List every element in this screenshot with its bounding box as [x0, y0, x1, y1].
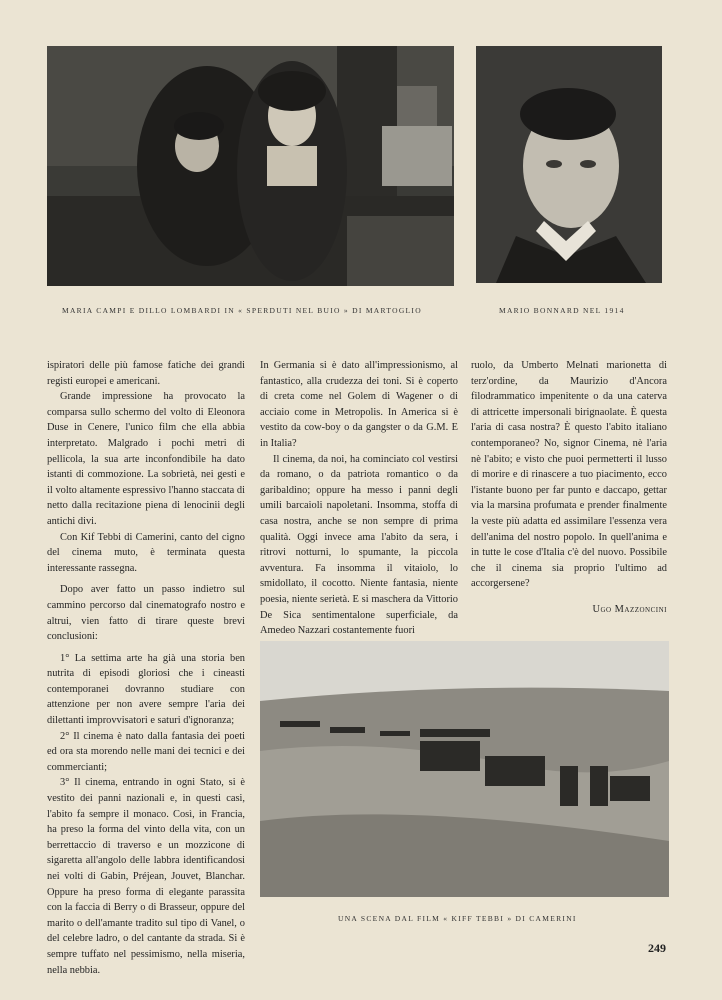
paragraph: Grande impressione ha provocato la comparsa sullo schermo del volto di Eleonora Duse in Cenere, l'unico film che ella abbia interpretato. Malgrado i pochi metri di pellicola, la sua arte inconfondibile ha dato istanti di commozione. La sobrietà, nei gesti e il volto altamente espressivo l'hanno staccata di netto dalla recitazione piena di lenocinii degli antichi divi. [47, 391, 245, 527]
article-column-1 [47, 358, 245, 978]
caption-photo-2: MARIO BONNARD NEL 1914 [499, 306, 625, 315]
paragraph: 1° La settima arte ha già una storia ben nutrita di episodi gloriosi che i cineasti contemporanei dovranno studiare con attenzione per non avere sempre l'aria dei dilettanti improvvisatori e saturi d'ignoranza; [47, 652, 245, 727]
page-number: 249 [648, 941, 666, 955]
paragraph: Il cinema, da noi, ha cominciato col vestirsi da romano, o da patriota romantico o da garibaldino; oppure ha messo i panni degli umili barcaioli napoletani. Insomma, stoffa di casa nostra, anche se non sempre di prima qualità. Oggi invece ama l'abito da sera, i ritrovi notturni, lo spumante, la piccola avventura. Fa insomma il vitaiolo, lo smidollato, il cocotto. Niente fantasia, niente poesia, niente serietà. E si maschera da Vittorio De Sica sentimentalone superficiale, da Amedeo Nazzari costantemente fuori [260, 453, 458, 637]
caption-photo-3: UNA SCENA DAL FILM « KIFF TEBBI » DI CAMERINI [338, 914, 577, 923]
paragraph: Dopo aver fatto un passo indietro sul cammino percorso dal cinematografo nostro e altrui, vien fatto di tirare queste brevi conclusioni: [47, 584, 245, 643]
paragraph: 2° Il cinema è nato dalla fantasia dei poeti ed ora sta morendo nelle mani dei tecnici e dei commercianti; [47, 730, 245, 773]
paragraph: ispiratori delle più famose fatiche dei grandi registi europei e americani. [47, 360, 245, 387]
photo-mario-bonnard [476, 46, 662, 283]
author-signature: Ugo Mazzoncini [592, 603, 667, 615]
caption-photo-1: MARIA CAMPI E DILLO LOMBARDI IN « SPERDUTI NEL BUIO » DI MARTOGLIO [62, 306, 422, 315]
paragraph: Con Kif Tebbi di Camerini, canto del cigno del cinema muto, è terminata questa interessante rassegna. [47, 531, 245, 574]
paragraph: 3° Il cinema, entrando in ogni Stato, si è vestito dei panni nazionali e, in questi casi, l'abito fa sempre il monaco. Così, in Francia, ha preso la forma del vinto della vita, con un berrettaccio di traverso e un mozzicone di sigaretta all'angolo delle labbra identificandosi nei volti di Gabin, Préjean, Jouvet, Blanchar. Oppure ha preso forma di elegante parassita con la faccia di Berry o di Brasseur, oppure del marito o dell'amante tradito sul tipo di Vanel, o del celebre ladro, o del cantante da strada. Si è sempre tuffato nel pessimismo, nella miseria, nella nebbia. [47, 777, 245, 976]
photo-sperduti-nel-buio [47, 46, 454, 286]
article-column-3 [471, 358, 667, 618]
photo-kiff-tebbi [260, 641, 669, 897]
paragraph: ruolo, da Umberto Melnati marionetta di terz'ordine, da Maurizio d'Ancora filodrammatico impenitente o da una caterva di attricette impersonali birignaolate. È questa l'aria di casa nostra? È questo l'abito italiano contemporaneo? No, signor Cinema, nè l'aria nè l'abito; e visto che puoi permetterti il lusso di morire e di rinascere a tuo piacimento, ecco l'istante buono per far punto e daccapo, gettar via la marsina profumata e prender finalmente la veste più adatta ed assimilare l'essenza vera dell'anima del nostro popolo. In quell'anima e in tutte le cose d'Italia c'è del nuovo. Possibile che il cinema sia proprio l'ultimo ad accorgersene? [471, 360, 667, 590]
article-column-2 [260, 358, 458, 639]
paragraph: In Germania si è dato all'impressionismo, al fantastico, alla crudezza dei toni. Si è coperto di creta come nel Golem di Wagener o di acciaio come in Metropolis. In America si è vestito da cow-boy o da gangster o da G.M. E in Italia? [260, 360, 458, 449]
